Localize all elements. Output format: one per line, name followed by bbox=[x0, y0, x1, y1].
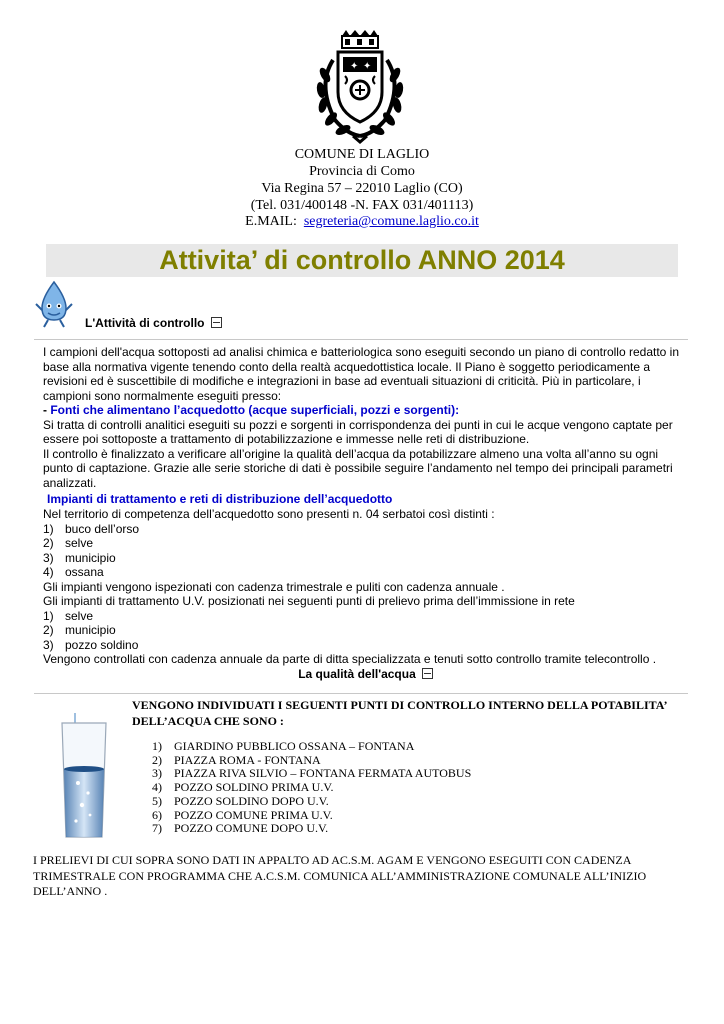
list-item bbox=[152, 822, 471, 836]
list-number: 3) bbox=[152, 766, 162, 781]
section-body bbox=[43, 345, 688, 682]
title-band bbox=[46, 244, 678, 277]
uv-paragraph: Vengono controllati con cadenza annuale da parte di ditta specializzata e tenuti sotto controllo tramite telecontrollo . bbox=[43, 652, 657, 667]
list-item bbox=[152, 740, 471, 754]
list-item bbox=[152, 781, 471, 795]
svg-text:✦: ✦ bbox=[350, 61, 359, 72]
list-item bbox=[43, 609, 688, 624]
list-number: 3) bbox=[43, 550, 54, 565]
impianti-paragraph: Gli impianti vengono ispezionati con cadenza trimestrale e puliti con cadenza annuale . bbox=[43, 579, 505, 594]
fonti-heading-text: Fonti che alimentano l’acquedotto (acque superficiali, pozzi e sorgenti): bbox=[50, 403, 460, 418]
list-label: POZZO SOLDINO DOPO U.V. bbox=[174, 793, 329, 808]
collapse-icon[interactable] bbox=[211, 317, 222, 328]
serbatoi-list bbox=[43, 522, 688, 580]
list-item bbox=[152, 795, 471, 809]
comune-name: COMUNE DI LAGLIO bbox=[294, 147, 430, 162]
list-label: POZZO COMUNE PRIMA U.V. bbox=[174, 807, 333, 822]
list-item bbox=[43, 522, 688, 537]
list-label: selve bbox=[65, 608, 94, 623]
email-link[interactable]: segreteria@comune.laglio.co.it bbox=[303, 214, 479, 229]
closing-paragraph: I PRELIEVI DI CUI SOPRA SONO DATI IN APPALTO AD AC.S.M. AGAM E VENGONO ESEGUITI CON CADENZA TRIMESTRALE CON PROGRAMMA CHE A.C.S.M. COMUNICA ALL’AMMINISTRAZIONE COMUNALE ALL’INIZIO DELL’ANNO . bbox=[33, 853, 647, 898]
list-number: 2) bbox=[43, 536, 54, 551]
section-heading-label: L'Attività di controllo bbox=[85, 316, 205, 330]
list-label: ossana bbox=[65, 565, 104, 580]
section-heading-attivita bbox=[85, 316, 222, 330]
section-heading-qualita bbox=[43, 667, 688, 682]
phone-fax: (Tel. 031/400148 -N. FAX 031/401113) bbox=[250, 198, 474, 213]
list-item bbox=[43, 623, 688, 638]
divider bbox=[34, 693, 688, 694]
section-heading-label: La qualità dell'acqua bbox=[298, 667, 416, 682]
water-glass-image bbox=[58, 713, 110, 841]
list-number: 4) bbox=[152, 780, 162, 795]
list-number: 1) bbox=[152, 739, 162, 753]
impianti-intro: Nel territorio di competenza dell’acquedotto sono presenti n. 04 serbatoi così distinti : bbox=[43, 507, 495, 522]
intro-paragraph: I campioni dell'acqua sottoposti ad analisi chimica e batteriologica sono eseguiti secondo un piano di controllo redatto in base alla normativa vigente tenendo conto della realtà acquedottistica locale. Il Piano è soggetto periodicamente a revisioni ed è suscettibile di modifiche e integrazioni in base ad eventuali situazioni di criticità. Più in particolare, i campioni sono normalmente eseguiti presso: bbox=[43, 345, 680, 403]
list-item bbox=[152, 767, 471, 781]
list-number: 3) bbox=[43, 637, 54, 652]
email-label: E.MAIL: bbox=[245, 214, 297, 229]
list-item bbox=[43, 638, 688, 653]
fonti-dash: - bbox=[43, 403, 51, 418]
list-item bbox=[43, 551, 688, 566]
list-label: PIAZZA RIVA SILVIO – FONTANA FERMATA AUTOBUS bbox=[174, 766, 472, 781]
svg-text:✦: ✦ bbox=[363, 61, 372, 72]
list-item bbox=[152, 809, 471, 823]
list-label: municipio bbox=[65, 550, 116, 565]
list-label: selve bbox=[65, 536, 94, 551]
fonti-heading bbox=[43, 403, 688, 418]
collapse-icon[interactable] bbox=[422, 668, 433, 679]
list-number: 5) bbox=[152, 793, 162, 808]
divider bbox=[34, 339, 688, 340]
list-label: POZZO SOLDINO PRIMA U.V. bbox=[174, 780, 334, 795]
list-number: 2) bbox=[152, 752, 162, 767]
page-title: Attivita’ di controllo ANNO 2014 bbox=[159, 245, 565, 275]
list-number: 1) bbox=[43, 521, 54, 536]
list-label: pozzo soldino bbox=[65, 637, 139, 652]
list-number: 1) bbox=[43, 608, 54, 623]
list-label: GIARDINO PUBBLICO OSSANA – FONTANA bbox=[174, 739, 415, 753]
list-label: municipio bbox=[65, 623, 116, 638]
list-item bbox=[43, 536, 688, 551]
municipal-crest-logo bbox=[305, 30, 415, 144]
control-points-list bbox=[152, 740, 471, 836]
fonti-paragraph-2: Il controllo è finalizzato a verificare all’origine la qualità dell’acqua da potabilizzare almeno una volta all’anno su ogni punto di captazione. Grazie alle serie storiche di dati è possibile seguire l’andamento nel tempo dei principali parametri analizzati. bbox=[43, 446, 673, 490]
list-item bbox=[152, 754, 471, 768]
provincia: Provincia di Como bbox=[309, 164, 415, 179]
list-number: 2) bbox=[43, 623, 54, 638]
list-label: POZZO COMUNE DOPO U.V. bbox=[174, 821, 329, 836]
list-number: 6) bbox=[152, 807, 162, 822]
list-item bbox=[43, 565, 688, 580]
email-line bbox=[0, 213, 724, 230]
list-number: 7) bbox=[152, 821, 162, 836]
list-label: PIAZZA ROMA - FONTANA bbox=[174, 752, 321, 767]
uv-list bbox=[43, 609, 688, 653]
list-label: buco dell’orso bbox=[65, 521, 140, 536]
water-drop-icon bbox=[34, 280, 74, 328]
list-number: 4) bbox=[43, 565, 54, 580]
address: Via Regina 57 – 22010 Laglio (CO) bbox=[261, 181, 463, 196]
impianti-heading: Impianti di trattamento e reti di distribuzione dell’acquedotto bbox=[47, 492, 393, 507]
uv-intro: Gli impianti di trattamento U.V. posizionati nei seguenti punti di prelievo prima dell’immissione in rete bbox=[43, 594, 575, 609]
control-points-title: VENGONO INDIVIDUATI I SEGUENTI PUNTI DI CONTROLLO INTERNO DELLA POTABILITA’ DELL’ACQUA CHE SONO : bbox=[132, 698, 667, 728]
fonti-paragraph: Si tratta di controlli analitici eseguiti su pozzi e sorgenti in corrispondenza dei punti in cui le acque vengono captate per essere poi sottoposte a trattamento di potabilizzazione e immesse nelle reti di distribuzione. bbox=[43, 417, 673, 447]
